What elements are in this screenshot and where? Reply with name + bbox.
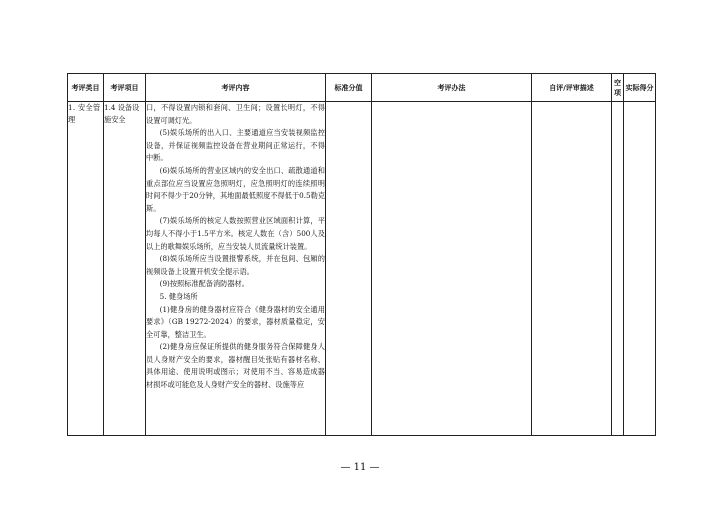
content-paragraph: 5. 健身场所: [159, 291, 198, 301]
cell-blank: [612, 102, 624, 436]
cell-actual: [624, 102, 656, 436]
cell-review: [532, 102, 612, 436]
content-paragraph: (9)按照标准配备消防器材。: [159, 279, 249, 289]
content-paragraph: (5)娱乐场所的出入口、主要通道应当安装视频监控设备，并保证视频监控设备在营业期间正常运行，不得中断。: [146, 128, 325, 163]
cell-content: [146, 102, 326, 436]
cell-category: 1. 安全管理: [68, 102, 104, 436]
header-blank: 空项: [612, 74, 624, 102]
content-paragraph: (1)健身房的健身器材应符合《健身器材的安全通用要求》（GB 19272-2024）的要求，器材质量稳定，安全可靠，整洁卫生。: [146, 304, 325, 339]
header-row: [68, 74, 656, 102]
evaluation-table: [67, 73, 656, 436]
cell-item: 1.4 设备设施安全: [104, 102, 146, 436]
header-item: 考评项目: [104, 74, 146, 102]
header-review: 自评/评审描述: [532, 74, 612, 102]
content-paragraph: (7)娱乐场所的核定人数按照营业区域面积计算，平均每人不得小于1.5平方米。核定人数在（含）500人及以上的歌舞娱乐场所，应当安装人员流量统计装置。: [146, 216, 325, 251]
content-paragraphs: [146, 102, 325, 392]
header-actual: 实际得分: [624, 74, 656, 102]
cell-score: [326, 102, 372, 436]
content-paragraph: (8)娱乐场所应当设置报警系统，并在包间、包厢的视频设备上设置开机安全提示语。: [146, 254, 325, 276]
page-number: — 11 —: [340, 462, 380, 473]
content-paragraph: 口，不得设置内锁和套间、卫生间；设置长明灯，不得设置可调灯光。: [146, 103, 325, 125]
content-paragraph: (2)健身房应保证所提供的健身服务符合保障健身人员人身财产安全的要求，器材醒目处张贴有器材名称、具体用途、使用说明或图示；对使用不当、容易造成器材损坏或可能危及人身财产安全的器材、设施等应: [146, 342, 325, 390]
header-score: 标准分值: [326, 74, 372, 102]
content-paragraph: (6)娱乐场所的营业区域内的安全出口、疏散通道和重点部位应当设置应急照明灯，应急照明灯的连续照明时间不得少于20分钟，其地面最低照度不得低于0.5勒克斯。: [146, 165, 325, 213]
cell-method: [372, 102, 532, 436]
header-content: 考评内容: [146, 74, 326, 102]
table-row: [68, 102, 656, 436]
header-method: 考评办法: [372, 74, 532, 102]
header-category: 考评类目: [68, 74, 104, 102]
